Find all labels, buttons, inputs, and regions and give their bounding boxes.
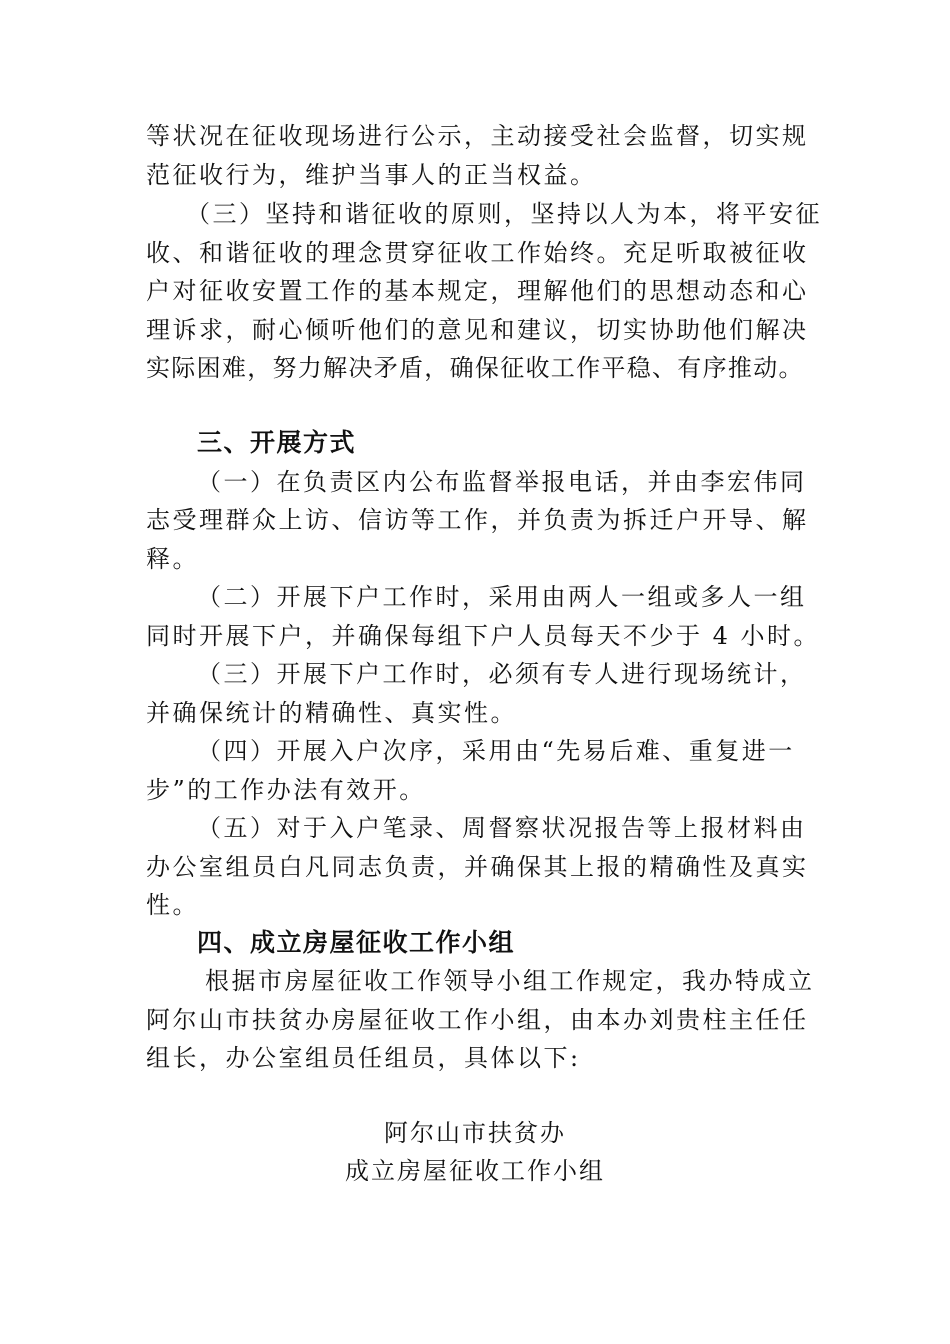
body-text-line: 性。 — [146, 891, 199, 919]
body-text-line: 组长，办公室组员任组员，具体以下: — [146, 1044, 581, 1072]
body-text-line: 理诉求，耐心倾听他们的意见和建议，切实协助他们解决 — [146, 316, 809, 344]
body-text-line: 范征收行为，维护当事人的正当权益。 — [146, 161, 597, 189]
body-text-line: 阿尔山市扶贫办房屋征收工作小组，由本办刘贵柱主任任 — [146, 1006, 809, 1034]
body-text-line: 户对征收安置工作的基本规定，理解他们的思想动态和心 — [146, 277, 809, 305]
body-text-line: （五）对于入户笔录、周督察状况报告等上报材料由 — [197, 814, 807, 842]
body-text-line: （二）开展下户工作时，采用由两人一组或多人一组 — [197, 583, 807, 611]
body-text-line: 同时开展下户，并确保每组下户人员每天不少于 4 小时。 — [146, 622, 821, 650]
body-text-line: 志受理群众上访、信访等工作，并负责为拆迁户开导、解 — [146, 506, 809, 534]
body-text-line: 释。 — [146, 545, 199, 573]
body-text-line: 实际困难，努力解决矛盾，确保征收工作平稳、有序推动。 — [146, 354, 804, 382]
body-text-line: （一）在负责区内公布监督举报电话，并由李宏伟同 — [197, 468, 807, 496]
section-heading: 三、开展方式 — [197, 428, 357, 457]
body-text-line: 根据市房屋征收工作领导小组工作规定，我办特成立 — [205, 967, 815, 995]
body-text-line: 等状况在征收现场进行公示，主动接受社会监督，切实规 — [146, 122, 809, 150]
table-title-line: 成立房屋征收工作小组 — [345, 1157, 605, 1185]
body-text-line: （四）开展入户次序，采用由“先易后难、重复进一 — [197, 737, 795, 765]
table-title-line: 阿尔山市扶贫办 — [384, 1119, 566, 1147]
body-text-line: 收、和谐征收的理念贯穿征收工作始终。充足听取被征收 — [146, 239, 809, 267]
body-text-line: 并确保统计的精确性、真实性。 — [146, 699, 517, 727]
section-heading: 四、成立房屋征收工作小组 — [197, 928, 516, 957]
body-text-line: （三）开展下户工作时，必须有专人进行现场统计， — [197, 660, 807, 688]
body-text-line: （三）坚持和谐征收的原则，坚持以人为本，将平安征 — [186, 200, 822, 228]
body-text-line: 步”的工作办法有效开。 — [146, 776, 426, 804]
body-text-line: 办公室组员白凡同志负责，并确保其上报的精确性及真实 — [146, 853, 809, 881]
